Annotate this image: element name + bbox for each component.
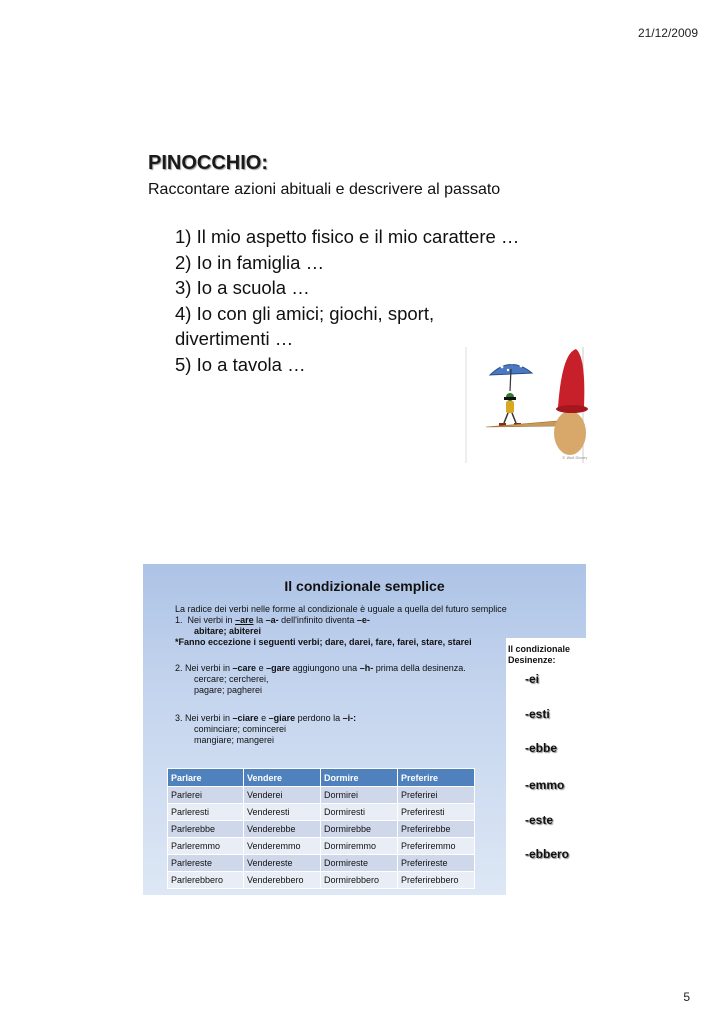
slide-title: PINOCCHIO:	[148, 152, 268, 174]
ending-este: -este	[525, 813, 554, 827]
table-cell: Preferirebbe	[398, 821, 475, 838]
rule-1: 1. Nei verbi in –are la –a- dell'infinito diventa –e-	[175, 615, 370, 625]
pinocchio-illustration	[466, 347, 588, 463]
table-cell: Venderesti	[244, 804, 321, 821]
table-row	[168, 821, 475, 838]
ending-emmo: -emmo	[525, 778, 565, 792]
table-cell: Venderemmo	[244, 838, 321, 855]
table-cell: Dormirebbero	[321, 872, 398, 889]
table-cell: Venderebbe	[244, 821, 321, 838]
rule-2: 2. Nei verbi in –care e –gare aggiungono una –h- prima della desinenza.	[175, 663, 466, 673]
column-header: Vendere	[244, 769, 321, 787]
conjugation-table	[167, 768, 475, 889]
rule-3-example-1: cominciare; comincerei	[194, 724, 287, 734]
ending-ei: -ei	[525, 672, 540, 686]
table-cell: Venderebbero	[244, 872, 321, 889]
table-row	[168, 838, 475, 855]
rule-2-example-1: cercare; cercherei,	[194, 674, 269, 684]
table-header-row	[168, 769, 475, 787]
table-cell: Preferirebbero	[398, 872, 475, 889]
table-cell: Vendereste	[244, 855, 321, 872]
table-cell: Parlerebbe	[168, 821, 244, 838]
table-cell: Parleresti	[168, 804, 244, 821]
table-row	[168, 872, 475, 889]
table-cell: Dormirei	[321, 787, 398, 804]
rule-2-example-2: pagare; pagherei	[194, 685, 263, 695]
image-credit: © Walt Disney	[562, 456, 588, 460]
table-cell: Dormireste	[321, 855, 398, 872]
table-row	[168, 787, 475, 804]
page-number: 5	[683, 990, 690, 1004]
table-cell: Preferirei	[398, 787, 475, 804]
list-item: 5) Io a tavola …	[175, 353, 306, 375]
ending-esti: -esti	[525, 707, 550, 721]
list-item: 1) Il mio aspetto fisico e il mio carattere …	[175, 226, 520, 247]
table-row	[168, 855, 475, 872]
rule-3: 3. Nei verbi in –ciare e –giare perdono la –i-:	[175, 713, 357, 723]
table-cell: Parlerei	[168, 787, 244, 804]
exception-note: *Fanno eccezione i seguenti verbi; dare, darei, fare, farei, stare, starei	[175, 637, 472, 647]
table-cell: Venderei	[244, 787, 321, 804]
date-stamp: 21/12/2009	[637, 26, 698, 40]
slide-subtitle: Raccontare azioni abituali e descrivere al passato	[148, 181, 501, 198]
rule-3-example-2: mangiare; mangerei	[194, 735, 275, 745]
table-cell: Preferireste	[398, 855, 475, 872]
table-cell: Parleremmo	[168, 838, 244, 855]
table-cell: Dormiresti	[321, 804, 398, 821]
ending-ebbe: -ebbe	[525, 741, 558, 755]
rule-1-example: abitare; abiterei	[194, 626, 262, 636]
list-item: 4) Io con gli amici; giochi, sport,	[175, 302, 435, 324]
conditional-slide	[143, 564, 586, 895]
list-item: 2) Io in famiglia …	[175, 251, 325, 273]
table-row	[168, 804, 475, 821]
column-header: Preferire	[398, 769, 475, 787]
column-header: Dormire	[321, 769, 398, 787]
list-item: 3) Io a scuola …	[175, 277, 310, 298]
table-cell: Preferiresti	[398, 804, 475, 821]
ending-ebbero: -ebbero	[525, 847, 570, 861]
endings-box	[506, 638, 586, 895]
table-cell: Parlerebbero	[168, 872, 244, 889]
table-cell: Dormirebbe	[321, 821, 398, 838]
list-item: divertimenti …	[175, 328, 294, 349]
table-cell: Parlereste	[168, 855, 244, 872]
column-header: Parlare	[168, 769, 244, 787]
intro-text: La radice dei verbi nelle forme al condizionale è uguale a quella del futuro semplice	[175, 604, 507, 614]
slide2-title: Il condizionale semplice	[284, 578, 445, 594]
table-cell: Dormiremmo	[321, 838, 398, 855]
table-cell: Preferiremmo	[398, 838, 475, 855]
endings-heading: Il condizionale Desinenze:	[508, 644, 571, 665]
